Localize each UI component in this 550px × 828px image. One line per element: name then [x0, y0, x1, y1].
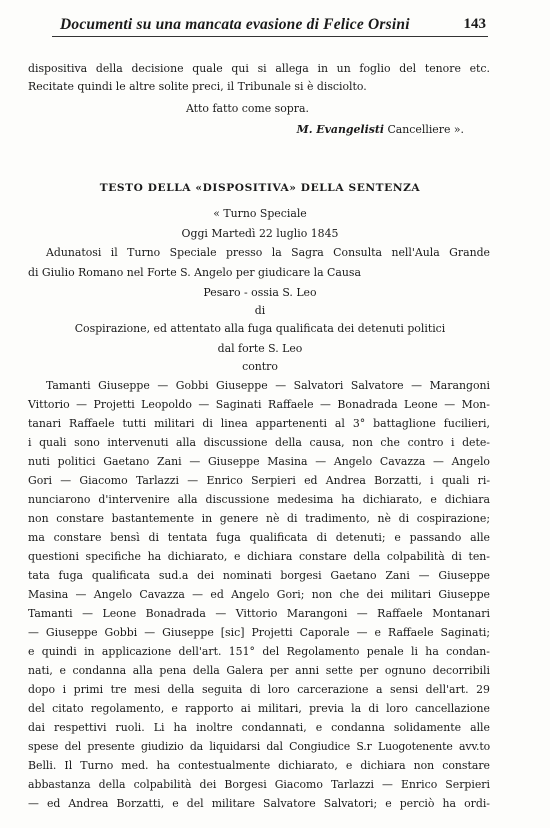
body-line: spese del presente giudizio da liquidarsi dal Congiudice S.r Luogotenente avv.to [28, 740, 490, 753]
body-line: nunciarono d'intervenire alla discussione medesima ha dichiarato, e dichiara [28, 493, 490, 506]
running-title: Documenti su una mancata evasione di Felice Orsini [60, 16, 410, 33]
body-line: i quali sono intervenuti alla discussione della causa, non che contro i dete- [28, 436, 490, 449]
signature-name: M. Evangelisti [296, 123, 384, 136]
body-line: Masina — Angelo Cavazza — ed Angelo Gori; non che dei militari Giuseppe [28, 588, 490, 601]
preamble-line: di Giulio Romano nel Forte S. Angelo per giudicare la Causa [28, 266, 361, 279]
body-line: Belli. Il Turno med. ha contestualmente dichiarato, e dichiara non constare [28, 759, 490, 772]
case-line: Pesaro - ossia S. Leo [203, 286, 317, 299]
body-line: Tamanti — Leone Bonadrada — Vittorio Marangoni — Raffaele Montanari [28, 607, 490, 620]
decree-header-line: « Turno Speciale [213, 207, 307, 220]
body-line: non constare bastantemente in genere nè di tradimento, nè di cospirazione; [28, 512, 490, 525]
page-number: 143 [463, 16, 486, 32]
body-line: — ed Andrea Borzatti, e del militare Salvatore Salvatori; e perciò ha ordi- [28, 797, 490, 810]
body-line: abbastanza della colpabilità dei Borgesi Giacomo Tarlazzi — Enrico Serpieri [28, 778, 490, 791]
intro-line: dispositiva della decisione quale qui si allega in un foglio del tenore etc. [28, 62, 490, 75]
body-line: e quindi in applicazione dell'art. 151° del Regolamento penale li ha condan- [28, 645, 490, 658]
body-line: nati, e condanna alla pena della Galera per anni sette per ognuno decorribili [28, 664, 490, 677]
body-line: del citato regolamento, e rapporto ai militari, previa la di loro cancellazione [28, 702, 490, 715]
case-line: contro [242, 360, 278, 373]
body-line: Vittorio — Projetti Leopoldo — Saginati Raffaele — Bonadrada Leone — Mon- [28, 398, 490, 411]
running-header [52, 14, 488, 37]
body-line: ma constare bensì di tentata fuga qualificata di detenuti; e passando alle [28, 531, 490, 544]
body-line: dai respettivi ruoli. Li ha inoltre condannati, e condanna solidamente alle [28, 721, 490, 734]
body-line: dopo i primi tre mesi della seguita di loro carcerazione a sensi dell'art. 29 [28, 683, 490, 696]
case-line: di [254, 304, 266, 317]
section-heading: TESTO DELLA «DISPOSITIVA» DELLA SENTENZA [99, 182, 421, 194]
body-line: questioni specifiche ha dichiarato, e dichiara constare della colpabilità di ten- [28, 550, 490, 563]
decree-header-line: Oggi Martedì 22 luglio 1845 [181, 227, 339, 240]
case-line: Cospirazione, ed attentato alla fuga qualificata dei detenuti politici [74, 322, 446, 335]
case-line: dal forte S. Leo [217, 342, 303, 355]
signature-role: Cancelliere ». [387, 123, 464, 136]
signature [28, 122, 464, 138]
body-line: Tamanti Giuseppe — Gobbi Giuseppe — Salvatori Salvatore — Marangoni [46, 379, 490, 392]
body-line: nuti politici Gaetano Zani — Giuseppe Masina — Angelo Cavazza — Angelo [28, 455, 490, 468]
body-line: tata fuga qualificata sud.a dei nominati borgesi Gaetano Zani — Giuseppe [28, 569, 490, 582]
body-line: — Giuseppe Gobbi — Giuseppe [sic] Projetti Caporale — e Raffaele Saginati; [28, 626, 490, 639]
body-line: tanari Raffaele tutti militari di linea appartenenti al 3° battaglione fucilieri, [28, 417, 490, 430]
closing-line: Atto fatto come sopra. [186, 102, 309, 115]
preamble-line: Adunatosi il Turno Speciale presso la Sagra Consulta nell'Aula Grande [46, 246, 490, 259]
intro-line: Recitate quindi le altre solite preci, il Tribunale si è disciolto. [28, 80, 367, 93]
body-line: Gori — Giacomo Tarlazzi — Enrico Serpieri ed Andrea Borzatti, i quali ri- [28, 474, 490, 487]
